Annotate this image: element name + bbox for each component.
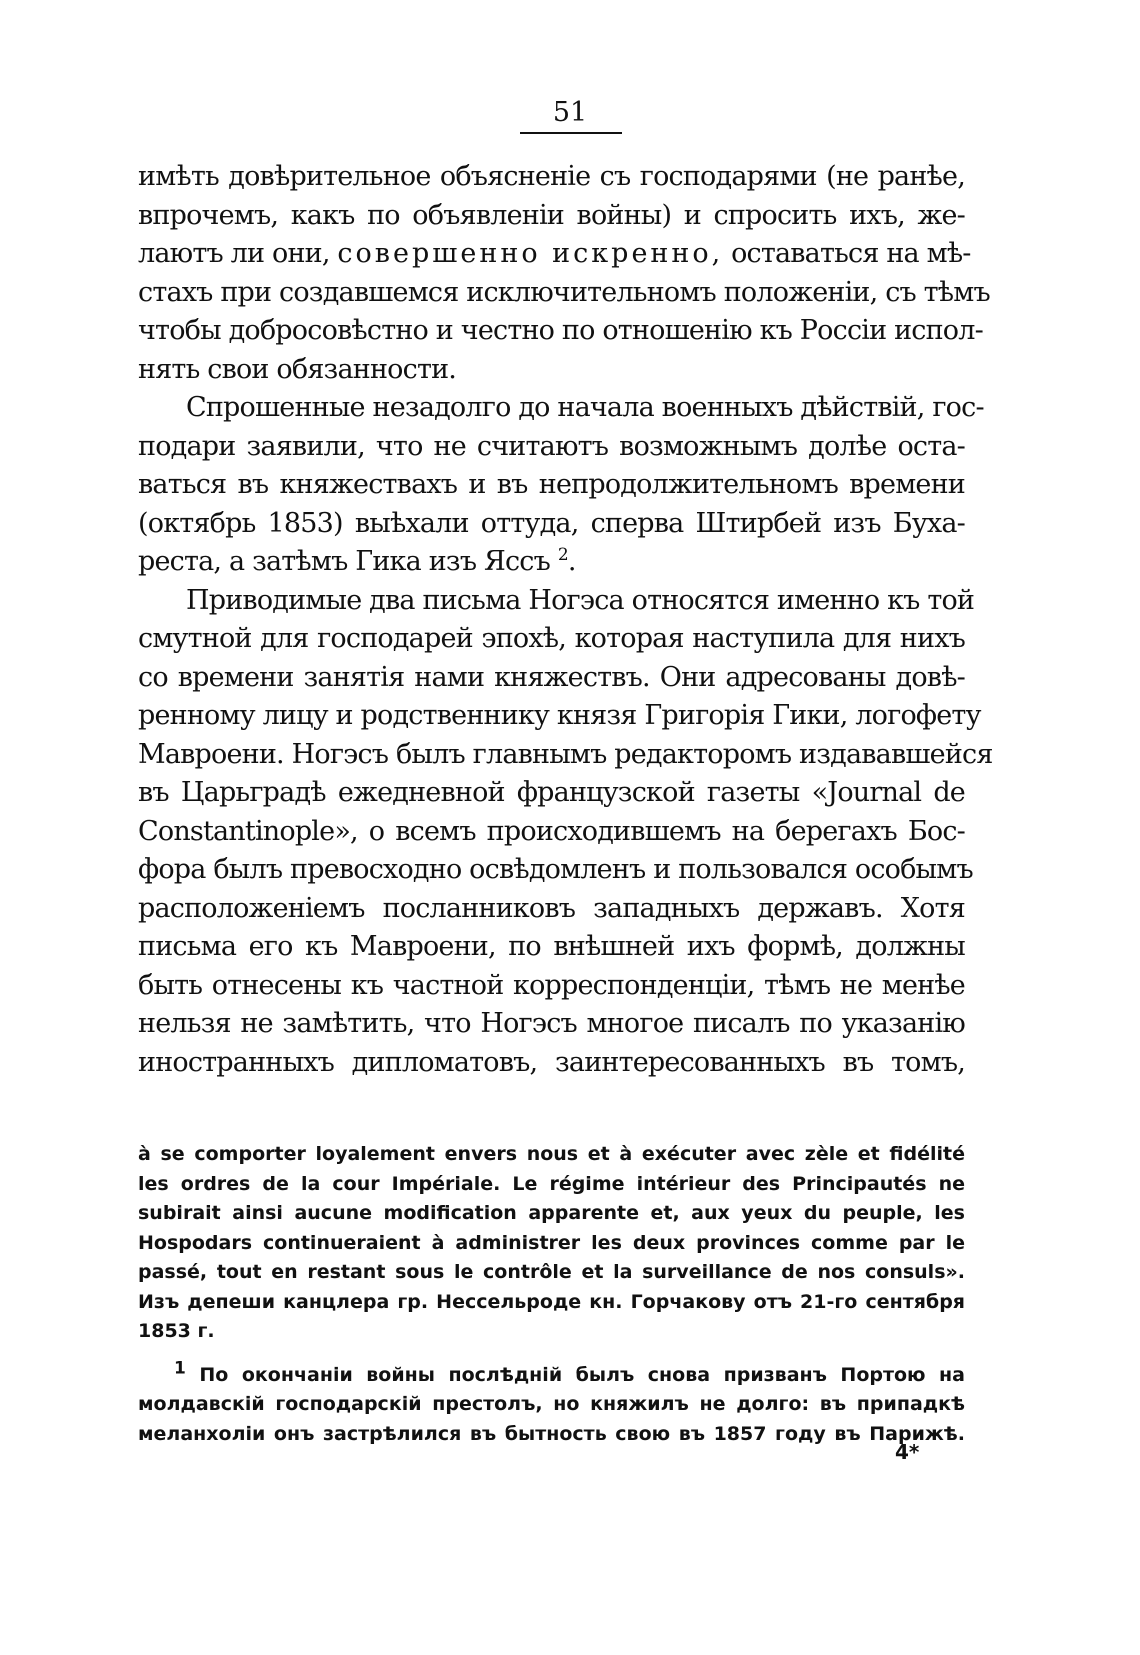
text-line: нельзя не замѣтить, что Ногэсъ многое писалъ по указанію: [138, 1008, 965, 1039]
text-line: фора былъ превосходно освѣдомленъ и пользовался особымъ: [138, 854, 973, 885]
text-fragment: оставаться на мѣ-: [731, 238, 971, 269]
footnote-line: молдавскій господарскій престолъ, но княжилъ не долго: въ припадкѣ: [138, 1393, 965, 1415]
spaced-emphasis: совершенно искренно,: [337, 238, 724, 269]
text-line: Спрошенные незадолго до начала военныхъ дѣйствій, гос-: [186, 392, 984, 423]
footnote-gap: [138, 1347, 965, 1361]
footnote-line: les ordres de la cour Impériale. Le régime intérieur des Principautés ne: [138, 1172, 965, 1195]
footnote-line: Изъ депеши канцлера гр. Нессельроде кн. Горчакову отъ 21-го сентября: [138, 1290, 965, 1313]
text-line: нять свои обязанности.: [138, 353, 457, 385]
footnote-text: По окончаніи войны послѣдній былъ снова призванъ Портою на: [199, 1363, 965, 1386]
text-line: Constantinople», о всемъ происходившемъ на берегахъ Бос-: [138, 815, 965, 847]
text-line: расположеніемъ посланниковъ западныхъ державъ. Хотя: [138, 892, 965, 924]
text-line: чтобы добросовѣстно и честно по отношенію къ Россіи испол-: [138, 315, 983, 346]
text-line: впрочемъ, какъ по объявленіи войны) и спросить ихъ, же-: [138, 199, 965, 231]
footnote-ref: 2: [557, 545, 568, 565]
text-fragment: .: [567, 546, 576, 577]
text-fragment: лаютъ ли они,: [138, 238, 330, 269]
footnote-line: 1853 г.: [138, 1320, 215, 1342]
text-line: Мавроени. Ногэсъ былъ главнымъ редакторомъ издававшейся: [138, 738, 993, 770]
text-line: стахъ при создавшемся исключительномъ положеніи, съ тѣмъ: [138, 276, 990, 308]
text-line: смутной для господарей эпохѣ, которая наступила для нихъ: [138, 623, 965, 654]
footnote-line: меланхоліи онъ застрѣлился въ бытность свою въ 1857 году въ Парижѣ.: [138, 1422, 965, 1445]
text-line: ренному лицу и родственнику князя Григорія Гики, логофету: [138, 700, 981, 731]
text-line: имѣть довѣрительное объясненіе съ господарями (не ранѣе,: [138, 161, 965, 192]
footnote-line: passé, tout en restant sous le contrôle et la surveillance de nos consuls».: [138, 1261, 965, 1283]
text-line: иностранныхъ дипломатовъ, заинтересованныхъ въ томъ,: [138, 1046, 965, 1078]
text-line: подари заявили, что не считаютъ возможнымъ долѣе оста-: [138, 430, 965, 462]
main-text: [138, 158, 993, 1082]
footnote-marker: 1: [174, 1358, 186, 1379]
text-line: ваться въ княжествахъ и въ непродолжительномъ времени: [138, 469, 965, 500]
footnotes: [138, 1140, 965, 1449]
text-fragment: реста, а затѣмъ Гика изъ Яссъ: [138, 546, 551, 577]
footnote-line: [138, 1358, 965, 1391]
signature-mark: 4*: [895, 1440, 920, 1464]
footnote-line: à se comporter loyalement envers nous et à exécuter avec zèle et fidélité: [138, 1143, 965, 1165]
text-line: быть отнесены къ частной корреспонденціи, тѣмъ не менѣе: [138, 969, 965, 1001]
text-line: письма его къ Мавроени, по внѣшней ихъ формѣ, должны: [138, 931, 965, 962]
text-line: Приводимые два письма Ногэса относятся именно къ той: [186, 584, 975, 616]
text-line: (октябрь 1853) выѣхали оттуда, сперва Штирбей изъ Буха-: [138, 507, 965, 539]
text-line: со времени занятія нами княжествъ. Они адресованы довѣ-: [138, 661, 965, 693]
page-number: 51: [552, 97, 588, 128]
text-line: [138, 235, 971, 274]
page-number-rule: [520, 132, 622, 134]
footnote-line: subirait ainsi aucune modification apparente et, aux yeux du peuple, les: [138, 1202, 965, 1224]
text-line: [138, 543, 965, 582]
text-line: въ Царьградѣ ежедневной французской газеты «Journal de: [138, 777, 965, 808]
footnote-line: Hospodars continueraient à administrer les deux provinces comme par le: [138, 1231, 965, 1254]
